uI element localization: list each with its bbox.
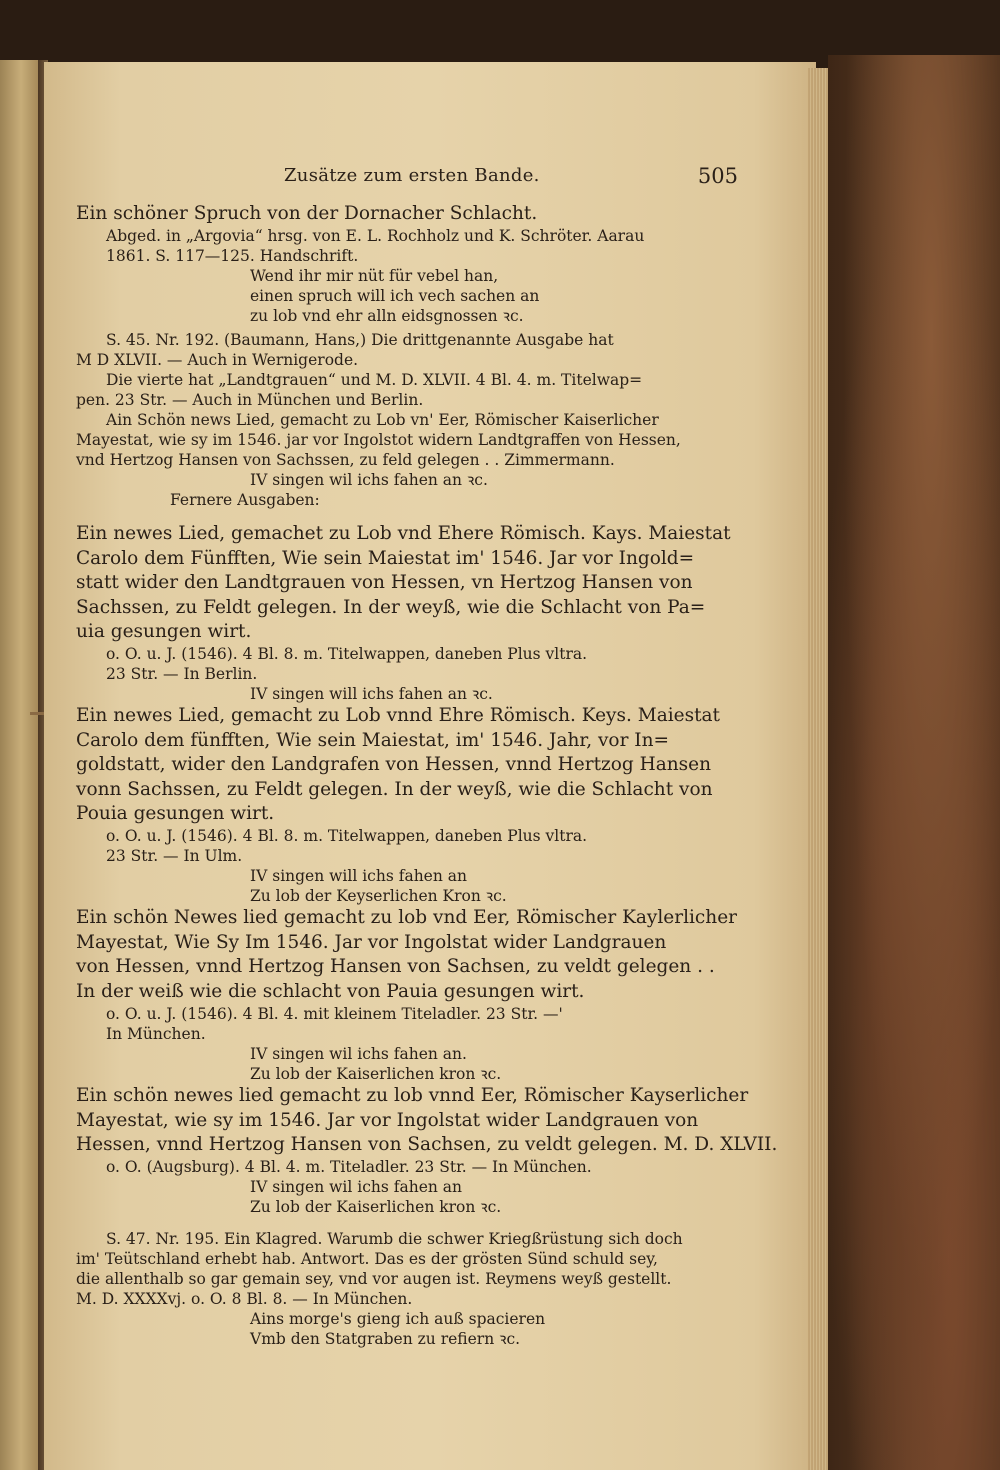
text-line: statt wider den Landtgrauen von Hessen, vn Hertzog Hansen von xyxy=(76,572,693,594)
text-line: Wend ihr mir nüt für vebel han, xyxy=(250,267,499,286)
text-line: IV singen will ichs fahen an xyxy=(250,867,467,886)
text-line: Die vierte hat „Landtgrauen“ und M. D. XLVII. 4 Bl. 4. m. Titelwap= xyxy=(106,371,643,390)
text-line: Zu lob der Kaiserlichen kron ꝛc. xyxy=(250,1198,502,1217)
text-line: Mayestat, wie sy im 1546. Jar vor Ingolstat wider Landgrauen von xyxy=(76,1109,699,1131)
page-number: 505 xyxy=(697,164,738,188)
page-header xyxy=(76,162,738,200)
text-line: In der weiß wie die schlacht von Pauia gesungen wirt. xyxy=(76,980,585,1002)
text-line: IV singen wil ichs fahen an ꝛc. xyxy=(250,471,488,490)
text-line: o. O. (Augsburg). 4 Bl. 4. m. Titeladler. 23 Str. — In München. xyxy=(106,1158,592,1177)
left-page-edge xyxy=(0,60,38,1470)
text-line: im' Teütschland erhebt hab. Antwort. Das es der grösten Sünd schuld sey, xyxy=(76,1250,658,1269)
text-line: Zu lob der Kaiserlichen kron ꝛc. xyxy=(250,1065,502,1084)
text-line: Fernere Ausgaben: xyxy=(170,491,320,510)
text-line: die allenthalb so gar gemain sey, vnd vor augen ist. Reymens weyß gestellt. xyxy=(76,1270,672,1289)
running-title: Zusätze zum ersten Bande. xyxy=(284,165,540,186)
text-line: o. O. u. J. (1546). 4 Bl. 4. mit kleinem Titeladler. 23 Str. —' xyxy=(106,1005,563,1024)
text-line: goldstatt, wider den Landgrafen von Hessen, vnnd Hertzog Hansen xyxy=(76,754,712,776)
text-line: zu lob vnd ehr alln eidsgnossen ꝛc. xyxy=(250,307,524,326)
text-line: 23 Str. — In Berlin. xyxy=(106,665,258,684)
text-line: IV singen wil ichs fahen an xyxy=(250,1178,463,1197)
text-line: Pouia gesungen wirt. xyxy=(76,803,275,825)
text-line: 1861. S. 117—125. Handschrift. xyxy=(106,247,359,266)
text-line: IV singen wil ichs fahen an. xyxy=(250,1045,467,1064)
text-line: S. 47. Nr. 195. Ein Klagred. Warumb die schwer Kriegßrüstung sich doch xyxy=(106,1230,683,1249)
text-line: Ein newes Lied, gemacht zu Lob vnnd Ehre Römisch. Keys. Maiestat xyxy=(76,705,720,727)
text-line: IV singen will ichs fahen an ꝛc. xyxy=(250,685,493,704)
text-line: pen. 23 Str. — Auch in München und Berlin. xyxy=(76,391,424,410)
text-line: einen spruch will ich vech sachen an xyxy=(250,287,540,306)
text-line: von Hessen, vnnd Hertzog Hansen von Sachsen, zu veldt gelegen . . xyxy=(76,956,715,978)
text-line: M. D. XXXXvj. o. O. 8 Bl. 8. — In München. xyxy=(76,1290,413,1309)
book-cover xyxy=(828,55,1000,1470)
text-line: Carolo dem Fünfften, Wie sein Maiestat im' 1546. Jar vor Ingold= xyxy=(76,547,695,569)
text-line: Ein newes Lied, gemachet zu Lob vnd Ehere Römisch. Kays. Maiestat xyxy=(76,523,731,545)
text-line: Carolo dem fünfften, Wie sein Maiestat, im' 1546. Jahr, vor In= xyxy=(76,729,670,751)
text-line: Zu lob der Keyserlichen Kron ꝛc. xyxy=(250,887,507,906)
page-tick-mark xyxy=(30,712,44,715)
text-line: uia gesungen wirt. xyxy=(76,621,252,643)
text-line: Mayestat, wie sy im 1546. jar vor Ingolstot widern Landtgraffen von Hessen, xyxy=(76,431,681,450)
text-line: Mayestat, Wie Sy Im 1546. Jar vor Ingolstat wider Landgrauen xyxy=(76,931,667,953)
text-line: 23 Str. — In Ulm. xyxy=(106,847,243,866)
text-line: Ains morge's gieng ich auß spacieren xyxy=(250,1310,546,1329)
text-line: S. 45. Nr. 192. (Baumann, Hans,) Die drittgenannte Ausgabe hat xyxy=(106,331,614,350)
text-line: Ain Schön news Lied, gemacht zu Lob vn' Eer, Römischer Kaiserlicher xyxy=(106,411,659,430)
text-line: In München. xyxy=(106,1025,206,1044)
text-line: Hessen, vnnd Hertzog Hansen von Sachsen, zu veldt gelegen. M. D. XLVII. xyxy=(76,1133,778,1155)
text-line: vnd Hertzog Hansen von Sachssen, zu feld gelegen . . Zimmermann. xyxy=(76,451,615,470)
page-text xyxy=(76,162,778,1349)
text-line: Abged. in „Argovia“ hrsg. von E. L. Rochholz und K. Schröter. Aarau xyxy=(106,227,645,246)
text-line: vonn Sachssen, zu Feldt gelegen. In der weyß, wie die Schlacht von xyxy=(76,778,713,800)
body-text xyxy=(76,202,778,1349)
text-line: Ein schön Newes lied gemacht zu lob vnd Eer, Römischer Kaylerlicher xyxy=(76,907,737,929)
text-line: M D XLVII. — Auch in Wernigerode. xyxy=(76,351,359,370)
text-line: Ein schön newes lied gemacht zu lob vnnd Eer, Römischer Kayserlicher xyxy=(76,1085,749,1107)
text-line: Sachssen, zu Feldt gelegen. In der weyß, wie die Schlacht von Pa= xyxy=(76,596,706,618)
text-line: o. O. u. J. (1546). 4 Bl. 8. m. Titelwappen, daneben Plus vltra. xyxy=(106,645,588,664)
page-stack-edge xyxy=(808,68,828,1470)
text-line: Ein schöner Spruch von der Dornacher Schlacht. xyxy=(76,203,538,224)
text-line: Vmb den Statgraben zu refiern ꝛc. xyxy=(250,1330,521,1349)
text-line: o. O. u. J. (1546). 4 Bl. 8. m. Titelwappen, daneben Plus vltra. xyxy=(106,827,588,846)
